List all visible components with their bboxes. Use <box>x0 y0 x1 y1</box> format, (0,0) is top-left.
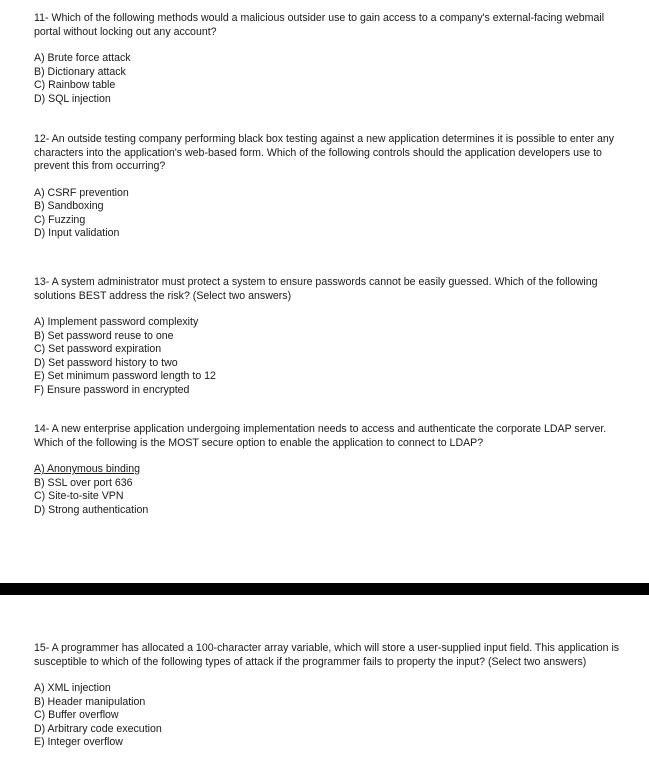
answer-option: F) Ensure password in encrypted <box>34 383 190 396</box>
answer-option: B) Dictionary attack <box>34 65 126 78</box>
answer-options <box>34 463 624 517</box>
answer-option: D) Strong authentication <box>34 503 149 516</box>
answer-option: E) Set minimum password length to 12 <box>34 370 216 382</box>
answer-option: A) XML injection <box>34 682 111 694</box>
answer-option: E) Integer overflow <box>34 736 123 748</box>
question-14 <box>34 423 624 517</box>
answer-option: B) SSL over port 636 <box>34 476 133 489</box>
answer-option: D) Input validation <box>34 227 120 239</box>
question-11 <box>34 12 624 106</box>
question-15 <box>34 642 624 750</box>
answer-option: A) CSRF prevention <box>34 186 129 199</box>
answer-option: A) Implement password complexity <box>34 316 199 328</box>
answer-option: C) Set password expiration <box>34 343 162 355</box>
answer-option: C) Site-to-site VPN <box>34 490 124 502</box>
answer-option: A) Anonymous binding <box>34 463 141 475</box>
question-stem: 13- A system administrator must protect a system to ensure passwords cannot be easily guessed. Which of the following solutions BEST address the risk? (Select two answers) <box>34 276 601 302</box>
answer-options <box>34 52 624 106</box>
question-13 <box>34 276 624 397</box>
answer-options <box>34 682 624 750</box>
answer-option: C) Rainbow table <box>34 79 116 91</box>
page-divider <box>0 583 649 595</box>
answer-options <box>34 187 624 241</box>
answer-option: B) Set password reuse to one <box>34 329 174 342</box>
answer-option: C) Buffer overflow <box>34 709 119 721</box>
answer-option: D) Set password history to two <box>34 356 178 369</box>
answer-options <box>34 316 624 397</box>
question-stem: 15- A programmer has allocated a 100-character array variable, which will store a user-supplied input field. This application is susceptible to which of the following types of attack if the programmer fails to property the input? (Select two answers) <box>34 642 623 668</box>
answer-option: B) Sandboxing <box>34 200 104 212</box>
question-stem: 11- Which of the following methods would a malicious outsider use to gain access to a company's external-facing webmail portal without locking out any account? <box>34 12 608 38</box>
answer-option: C) Fuzzing <box>34 213 86 226</box>
answer-option: D) SQL injection <box>34 92 111 105</box>
answer-option: B) Header manipulation <box>34 695 146 708</box>
question-stem: 14- A new enterprise application undergoing implementation needs to access and authenticate the corporate LDAP server. Which of the following is the MOST secure option to enable the application to connect to LDAP? <box>34 423 610 449</box>
answer-option: D) Arbitrary code execution <box>34 722 162 735</box>
question-stem: 12- An outside testing company performing black box testing against a new application determines it is possible to enter any characters into the application's web-based form. Which of the following controls should the application developers use to prevent this from occurring? <box>34 133 617 172</box>
question-12 <box>34 133 624 241</box>
answer-option: A) Brute force attack <box>34 52 131 64</box>
